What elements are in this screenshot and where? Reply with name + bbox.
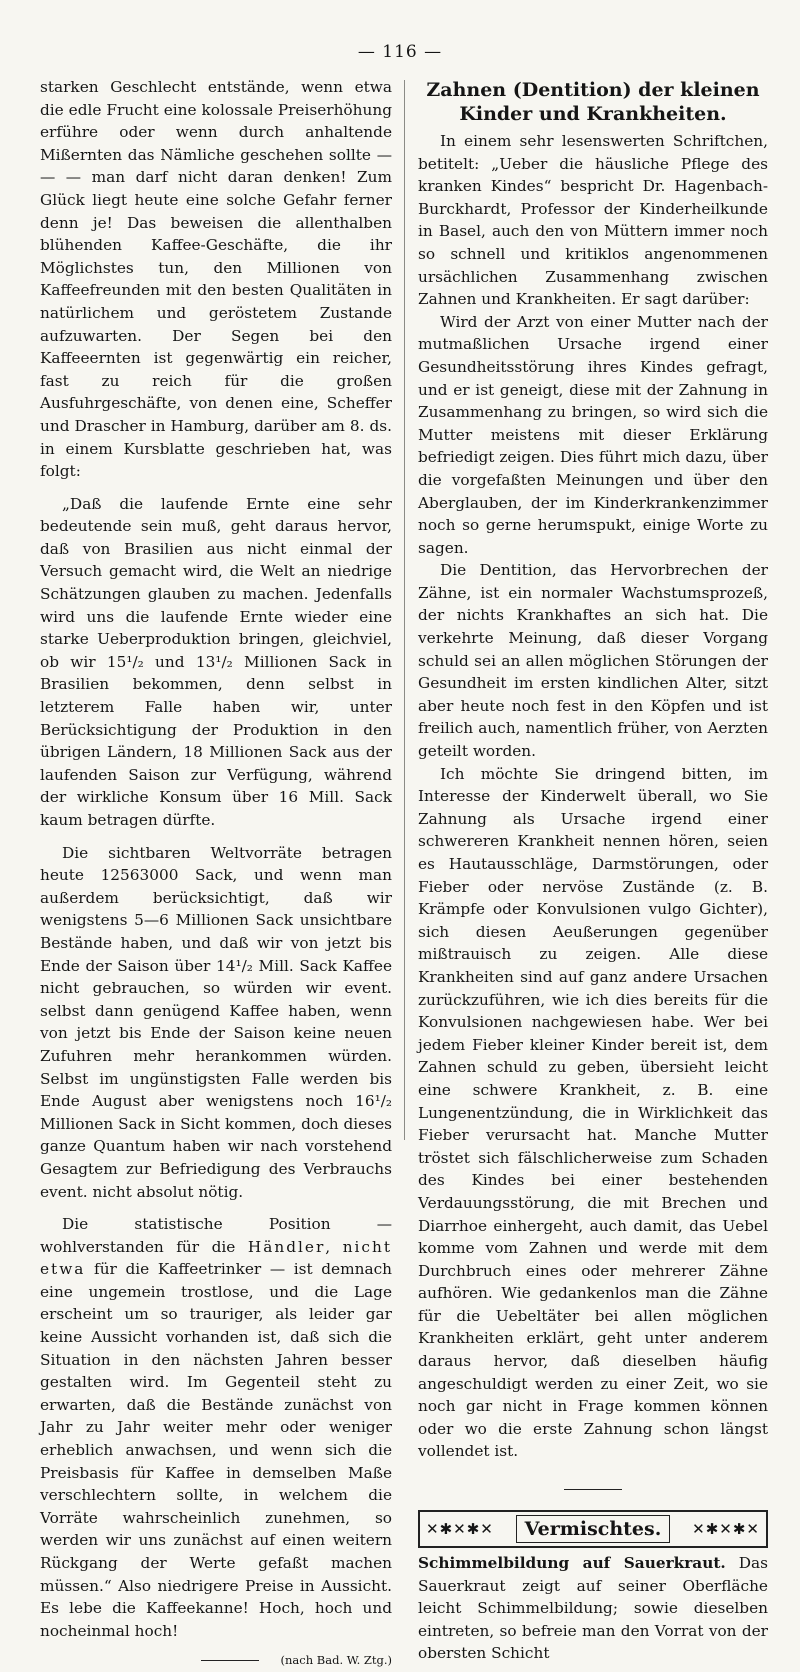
coffee-position-paragraph bbox=[40, 1213, 392, 1642]
article-title: Zahnen (Dentition) der kleinen Kinder und Krankheiten. bbox=[426, 79, 760, 125]
source-rule bbox=[201, 1660, 259, 1661]
teething-doctor-paragraph: Wird der Arzt von einer Mutter nach der mutmaßlichen Ursache irgend einer Gesundheitsstörung ihres Kindes gefragt, und er ist geneigt, diese mit der Zahnung in Zusammenhang zu bringen, so wird sich die Mutter meistens mit dieser Erklärung befriedigt zeigen. Dies führt mich dazu, über die vorgefaßten Meinungen und über den Aberglauben, der im Kinderkrankenzimmer noch so gerne herumspukt, einige Worte zu sagen. bbox=[418, 312, 768, 557]
position-text-rest: für die Kaffeetrinker — ist demnach eine ungemein trostlose, und die Lage erscheint um so trauriger, als leider gar keine Aussicht vorhanden ist, daß sich die Situation in den nächsten Jahren besser gestalten wird. Im Gegenteil steht zu erwarten, daß die Bestände zunächst von Jahr zu Jahr weiter mehr oder weniger erheblich anwachsen, und wenn sich die Preisbasis für Kaffee in demselben Maße verschlechtern sollte, in welchem die Vorräte wahrscheinlich zunehmen, so werden wir uns zunächst auf einen weitern Rückgang der Werte gefaßt machen müssen.“ Also niedrigere Preise in Aussicht. Es lebe die Kaffeekanne! Hoch, hoch und nocheinmal hoch! bbox=[40, 1260, 392, 1640]
misc-heading: Vermischtes. bbox=[516, 1515, 671, 1543]
section-divider bbox=[564, 1489, 622, 1490]
sauerkraut-text: Das Sauerkraut zeigt auf seiner Oberfläche leicht Schimmelbildung; sowie dieselben eintreten, so befreie man den Vorrat von der obersten Schicht bbox=[418, 1554, 768, 1663]
left-column bbox=[40, 76, 392, 1672]
position-text-comma: , bbox=[325, 1237, 343, 1256]
coffee-intro-paragraph: starken Geschlecht entstände, wenn etwa die edle Frucht eine kolossale Preiserhöhung erführe oder wenn durch anhaltende Mißernten das Nämliche geschehen sollte — — — man darf nicht daran denken! Zum Glück liegt heute eine solche Gefahr ferner denn je! Das beweisen die allenthalben blühenden Kaffee-Geschäfte, die ihr Möglichstes tun, den Millionen von Kaffeefreunden mit den besten Qualitäten in natürlichem und geröstetem Zustande aufzuwarten. Der Segen bei den Kaffeeernten ist gegenwärtig ein reicher, fast zu reich für die großen Ausfuhrgeschäfte, von denen eine, Scheffer und Drascher in Hamburg, darüber am 8. ds. in einem Kursblatte geschrieben hat, was folgt: bbox=[40, 78, 392, 481]
teething-intro-paragraph: In einem sehr lesenswerten Schriftchen, betitelt: „Ueber die häusliche Pflege des kranken Kindes“ bespricht Dr. Hagenbach-Burckhardt, Professor der Kinderheilkunde in Basel, auch den von Müttern immer noch so schnell und kritiklos angenommenen ursächlichen Zusammenhang zwischen Zahnen und Krankheiten. Er sagt darüber: bbox=[418, 132, 768, 309]
source-line bbox=[40, 1648, 392, 1672]
teething-dentition-paragraph: Die Dentition, das Hervorbrechen der Zähne, ist ein normaler Wachstumsprozeß, der nichts Krankhaftes an sich hat. Die verkehrte Meinung, daß dieser Vorgang schuld sei an allen möglichen Störungen der Gesundheit im ersten kindlichen Alter, sitzt aber heute noch fest in den Köpfen und ist freilich auch, namentlich früher, von Aerzten geteilt worden. bbox=[418, 561, 768, 761]
sauerkraut-paragraph bbox=[418, 1552, 768, 1665]
coffee-quote-paragraph: „Daß die laufende Ernte eine sehr bedeutende sein muß, geht daraus hervor, daß von Brasilien aus nicht einmal der Versuch gemacht wird, die Welt an niedrige Schätzungen glauben zu machen. Jedenfalls wird uns die laufende Ernte wieder eine starke Ueberproduktion bringen, gleichviel, ob wir 15¹/₂ und 13¹/₂ Millionen Sack in Brasilien bekommen, denn selbst in letzterem Falle haben wir, unter Berücksichtigung der Produktion in den übrigen Ländern, 18 Millionen Sack aus der laufenden Saison zur Verfügung, während der wirkliche Konsum über 16 Mill. Sack kaum betragen dürfte. bbox=[40, 494, 392, 829]
ornament-left-icon: ✕✱✕✱✕ bbox=[426, 1519, 494, 1538]
source-citation: (nach Bad. W. Ztg.) bbox=[280, 1653, 392, 1668]
sauerkraut-subheading: Schimmelbildung auf Sauerkraut. bbox=[418, 1554, 726, 1573]
column-divider bbox=[404, 80, 405, 1140]
page-number: — 116 — bbox=[357, 42, 443, 62]
right-column bbox=[418, 76, 768, 1665]
haendler-word: Händler bbox=[247, 1237, 326, 1256]
nicht-etwa-words: nicht etwa bbox=[40, 1237, 392, 1279]
teething-plea-paragraph: Ich möchte Sie dringend bitten, im Interesse der Kinderwelt überall, wo Sie Zahnung als Ursache irgend einer schwereren Krankheit nennen hören, seien es Hautausschläge, Darmstörungen, oder Fieber oder nervöse Zustände (z. B. Krämpfe oder Konvulsionen vulgo Gichter), sich diesen Aeußerungen gegenüber mißtrauisch zu zeigen. Alle diese Krankheiten sind auf ganz andere Ursachen zurückzuführen, wie ich dies bereits für die Konvulsionen nachgewiesen habe. Wer bei jedem Fieber kleiner Kinder bereit ist, dem Zahnen schuld zu geben, übersieht leicht eine schwere Krankheit, z. B. eine Lungenentzündung, die in Wirklichkeit das Fieber verursacht hat. Manche Mutter tröstet sich fälschlicherweise zum Schaden des Kindes bei einer bestehenden Verdauungsstörung, die mit Brechen und Diarrhoe einhergeht, auch damit, das Uebel komme vom Zahnen und werde mit dem Durchbruch eines oder mehrerer Zähne aufhören. Wie gedankenlos man die Zähne für die Uebeltäter bei allen möglichen Krankheiten erklärt, geht unter anderem daraus hervor, daß dieselben häufig angeschuldigt werden zu einer Zeit, wo sie noch gar nicht in Frage kommen können oder wo die erste Zahnung schon längst vollendet ist. bbox=[418, 764, 768, 1461]
coffee-stock-paragraph: Die sichtbaren Weltvorräte betragen heute 12563000 Sack, und wenn man außerdem berücksichtigt, daß wir wenigstens 5—6 Millionen Sack unsichtbare Bestände haben, und daß wir von jetzt bis Ende der Saison über 14¹/₂ Mill. Sack Kaffee nicht gebrauchen, so würden wir event. selbst dann genügend Kaffee haben, wenn von jetzt bis Ende der Saison keine neuen Zufuhren mehr herankommen würden. Selbst im ungünstigsten Falle werden bis Ende August aber wenigstens noch 16¹/₂ Millionen Sack in Sicht kommen, doch dieses ganze Quantum haben wir nach vorstehend Gesagtem zur Befriedigung des Verbrauchs event. nicht absolut nötig. bbox=[40, 843, 392, 1201]
ornament-right-icon: ✕✱✕✱✕ bbox=[692, 1519, 760, 1538]
misc-section-banner bbox=[418, 1510, 768, 1548]
position-text-start: Die statistische Position — wohlverstanden für die bbox=[40, 1215, 392, 1256]
